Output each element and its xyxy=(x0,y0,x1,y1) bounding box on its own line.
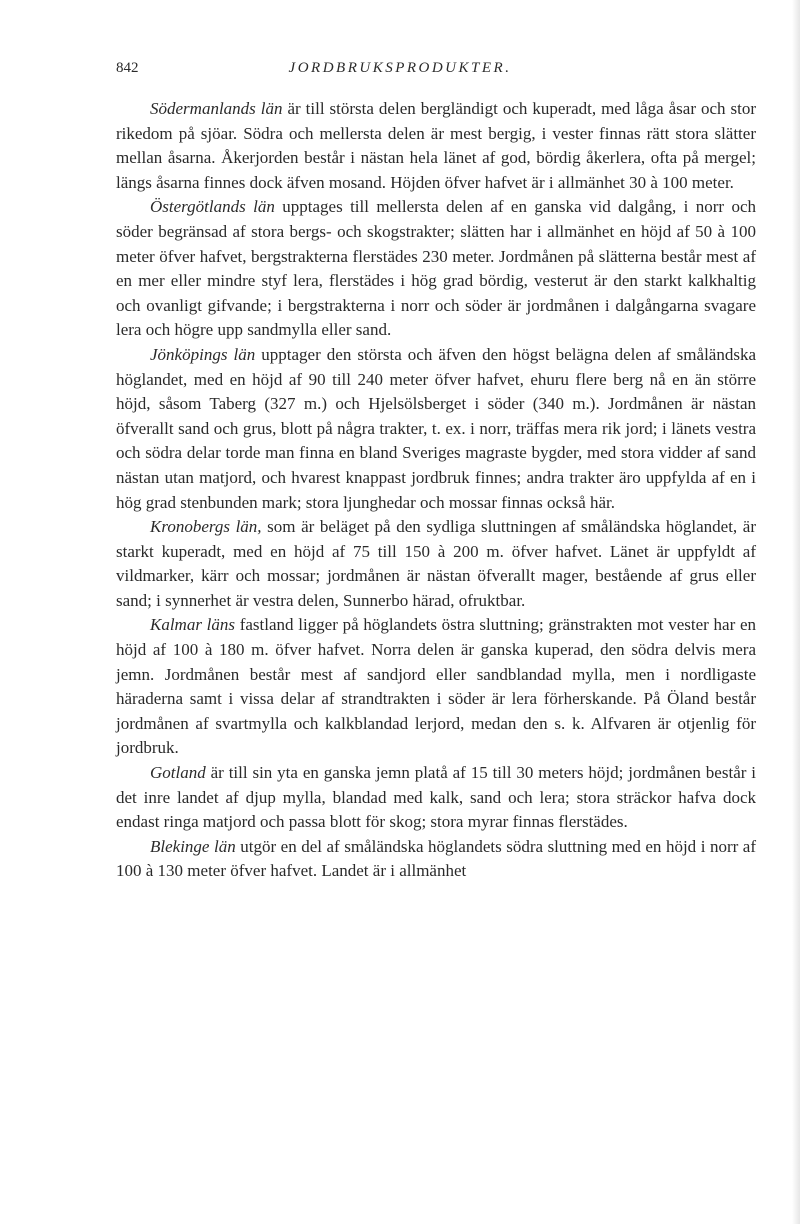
paragraph-text: upptager den största och äfven den högst belägna delen af småländska höglandet, med en höjd af 90 till 240 meter öfver hafvet, ehuru flere berg nå en än större höjd, såsom Taberg (327 m.) och Hjelsölsberget i söder (340 m.). Jordmånen är nästan öfverallt sand och grus, blott på några trakter, t. ex. i norr, träffas mera rik jord; i länets vestra och södra delar torde man finna en bland Sveriges magraste bygder, med stora vidder af sand nästan utan matjord, och hvarest knappast jordbruk finnes; andra trakter äro uppfylda af en i hög grad stenbunden mark; stora ljunghedar och mossar finnas också här. xyxy=(116,344,756,512)
paragraph-jonkoping xyxy=(116,343,756,515)
county-name: Södermanlands län xyxy=(150,99,283,118)
running-title: JORDBRUKSPRODUKTER. xyxy=(288,60,512,76)
county-name: Jönköpings län xyxy=(150,344,256,364)
paragraph-text: utgör en del af småländska höglandets södra sluttning med en höjd i norr af 100 à 130 meter öfver hafvet. Landet är i allmänhet xyxy=(116,836,756,881)
paragraph-text: är till största delen bergländigt och kuperadt, med låga åsar och stor rikedom på sjöar. Södra och mellersta delen är mest bergig, i vester finnas rätt stora slätter mellan åsarna. Åkerjorden består i nästan hela länet af god, bördig åkerlera, ofta på mergel; längs åsarna finnes dock äfven mosand. Höjden öfver hafvet är i allmänhet 30 à 100 meter. xyxy=(116,99,757,192)
paragraph-blekinge xyxy=(116,835,756,884)
page-number: 842 xyxy=(116,60,139,76)
paragraph-text: som är beläget på den sydliga sluttningen af småländska höglandet, är starkt kuperadt, med en höjd af 75 till 150 à 200 m. öfver hafvet. Länet är uppfyldt af vildmarker, kärr och mossar; jordmånen är nästan öfverallt mager, bestående af grus eller sand; i synnerhet är vestra delen, Sunnerbo härad, ofruktbar. xyxy=(116,517,756,610)
paragraph-text: fastland ligger på höglandets östra sluttning; gränstrakten mot vester har en höjd af 100 à 180 m. öfver hafvet. Norra delen är ganska kuperad, den södra delvis mera jemn. Jordmånen består mest af sandjord eller sandblandad mylla, men i nordligaste häraderna samt i vissa delar af strandtrakten i söder är lera förherskande. På Öland består jordmånen af svartmylla och kalkblandad lerjord, medan den s. k. Alfvaren är otjenlig för jordbruk. xyxy=(116,615,756,758)
county-name: Kronobergs län, xyxy=(150,517,262,537)
paragraph-ostergotland xyxy=(116,195,756,343)
county-name: Blekinge län xyxy=(150,836,236,856)
county-name: Kalmar läns xyxy=(150,615,235,635)
body-text xyxy=(116,97,756,884)
county-name: Östergötlands län xyxy=(150,197,275,217)
paragraph-text: upptages till mellersta delen af en ganska vid dalgång, i norr och söder begränsad af stora bergs- och skogstrakter; slätten har i allmänhet en höjd af 50 à 100 meter öfver hafvet, bergstrakterna flerstädes 230 meter. Jordmånen på slätterna består mest af en mer eller mindre styf lera, flerstädes i hög grad bördig, vesterut är den starkt kalkhaltig och ovanligt gifvande; i bergstrakterna i norr och söder är jordmånen i dalgångarna svagare lera och högre upp sandmylla eller sand. xyxy=(116,197,756,340)
paragraph-kronoberg xyxy=(116,515,756,613)
paragraph-gotland xyxy=(116,761,756,835)
paragraph-text: är till sin yta en ganska jemn platå af 15 till 30 meters höjd; jordmånen består i det inre landet af djup mylla, blandad med kalk, sand och lera; stora sträckor hafva dock endast ringa matjord och passa blott för skog; stora myrar finnas flerstädes. xyxy=(116,763,756,832)
paragraph-kalmar xyxy=(116,613,756,761)
county-name: Gotland xyxy=(150,763,206,783)
paragraph-sodermanland xyxy=(116,97,756,195)
page-edge-shadow xyxy=(792,0,800,1224)
